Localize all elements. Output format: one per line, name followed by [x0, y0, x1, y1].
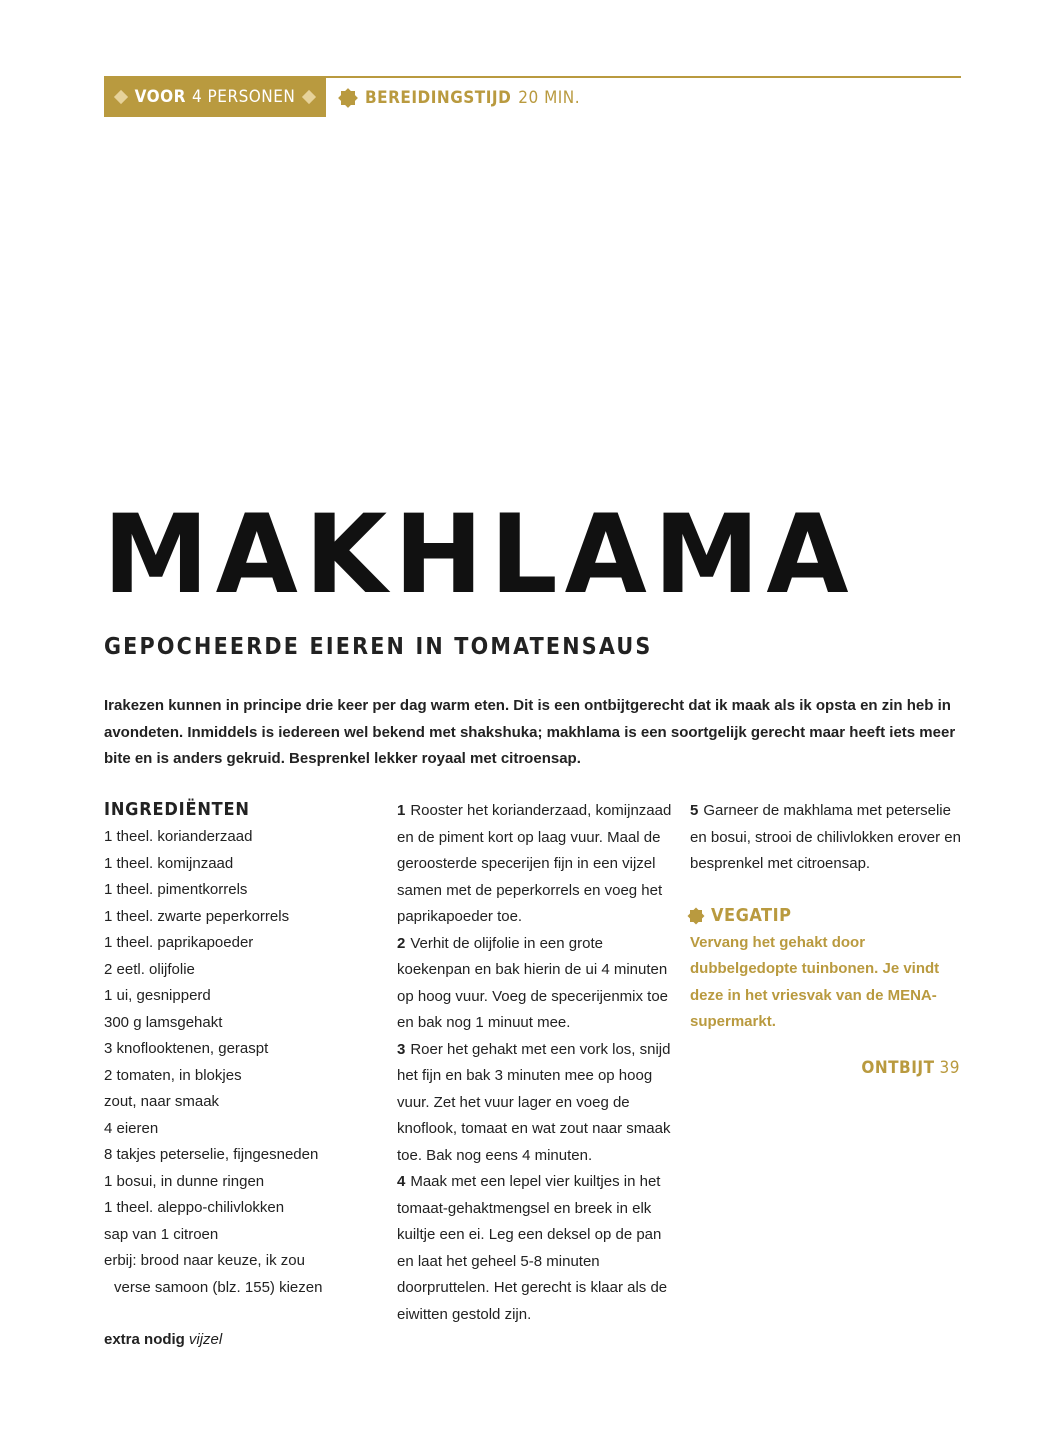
ingredient-item: 1 theel. zwarte peperkorrels: [104, 907, 290, 925]
step-text: Rooster het korianderzaad, komijnzaad en de piment kort op laag vuur. Maal de geroosterde specerijen fijn in een vijzel samen met de peperkorrels en voeg het paprikapoeder toe.: [397, 802, 672, 925]
vegatip-text: Vervang het gehakt door dubbelgedopte tuinbonen. Je vindt deze in het vriesvak van de MENA-supermarkt.: [690, 933, 940, 1030]
recipe-intro: Irakezen kunnen in principe drie keer per dag warm eten. Dit is een ontbijtgerecht dat ik maak als ik opsta en zin heb in avondeten. Inmiddels is iedereen wel bekend met shakshuka; makhlama is een soortgelijk gerecht maar heeft iets meer bite en is anders gekruid. Besprenkel lekker royaal met citroensap.: [104, 697, 956, 767]
servings-value: 4 PERSONEN: [191, 87, 296, 107]
ingredient-item: 1 theel. aleppo-chilivlokken: [104, 1199, 285, 1216]
ingredient-item: 300 g lamsgehakt: [104, 1013, 223, 1031]
ingredients-list: [104, 824, 374, 1301]
step-5: [690, 798, 965, 878]
vegatip-heading-label: VEGATIP: [711, 904, 792, 926]
ingredient-item: 8 takjes peterselie, fijngesneden: [104, 1146, 319, 1163]
step-4: [397, 1169, 677, 1328]
recipe-title: MAKHLAMA: [103, 490, 856, 618]
ingredient-item: 2 tomaten, in blokjes: [104, 1066, 242, 1084]
step-number: 3: [397, 1040, 406, 1058]
ingredients-column: [104, 796, 374, 1354]
step-text: Roer het gehakt met een vork los, snijd het fijn en bak 3 minuten mee op hoog vuur. Zet het vuur lager en voeg de knoflook, tomaat en wat zout naar smaak toe. Bak nog eens 4 minuten.: [397, 1040, 671, 1164]
diamond-ornament-icon: [114, 90, 128, 104]
vegatip-heading: [690, 902, 965, 930]
steps-column-1: [397, 798, 677, 1328]
extra-needed: [104, 1327, 374, 1354]
footer-section: ONTBIJT: [861, 1058, 935, 1078]
step-text: Verhit de olijfolie in een grote koekenpan en bak hierin de ui 4 minuten op hoog vuur. Voeg de specerijenmix toe en bak nog 1 minuut mee.: [397, 934, 669, 1031]
step-3: [397, 1037, 677, 1170]
step-text: Maak met een lepel vier kuiltjes in het tomaat-gehaktmengsel en breek in elk kuiltje een ei. Leg een deksel op de pan en laat het geheel 5-8 minuten doorpruttelen. Het gerecht is klaar als de eiwitten gestold zijn.: [397, 1173, 668, 1323]
servings-banner: [104, 77, 326, 117]
prep-time: [341, 86, 580, 110]
ingredient-item: 1 bosui, in dunne ringen: [104, 1172, 265, 1190]
ingredient-item: 1 theel. pimentkorrels: [104, 881, 248, 898]
diamond-ornament-icon: [302, 90, 316, 104]
ingredient-item: zout, naar smaak: [104, 1093, 220, 1110]
ingredients-heading: INGREDIËNTEN: [104, 799, 250, 820]
extra-label: extra nodig: [104, 1331, 185, 1348]
ingredient-item: sap van 1 citroen: [104, 1225, 219, 1243]
step-number: 2: [397, 934, 406, 952]
step-number: 5: [690, 802, 699, 819]
page-number: 39: [939, 1058, 960, 1078]
ingredient-item: 4 eieren: [104, 1119, 159, 1137]
servings-label: VOOR: [134, 87, 186, 107]
ingredient-item: 3 knoflooktenen, geraspt: [104, 1040, 269, 1057]
ingredient-item: 1 theel. korianderzaad: [104, 828, 253, 845]
step-1: [397, 798, 677, 931]
ingredient-item: erbij: brood naar keuze, ik zou: [104, 1252, 305, 1269]
page-footer: [861, 1058, 960, 1078]
extra-value: vijzel: [188, 1331, 223, 1348]
ingredient-item: 1 theel. paprikapoeder: [104, 934, 254, 951]
step-number: 1: [397, 802, 406, 819]
steps-column-2: [690, 798, 965, 1036]
step-2: [397, 931, 677, 1037]
prep-label: BEREIDINGSTIJD: [365, 88, 512, 108]
ingredient-item: 2 eetl. olijfolie: [104, 960, 195, 978]
prep-value: 20 MIN.: [518, 88, 581, 108]
ingredient-item: 1 theel. komijnzaad: [104, 854, 234, 872]
star-ornament-icon: [690, 910, 702, 922]
step-number: 4: [397, 1173, 406, 1190]
step-text: Garneer de makhlama met peterselie en bosui, strooi de chilivlokken erover en besprenkel met citroensap.: [690, 802, 961, 872]
star-ornament-icon: [341, 91, 355, 105]
ingredient-item: verse samoon (blz. 155) kiezen: [114, 1278, 323, 1296]
recipe-subtitle: GEPOCHEERDE EIEREN IN TOMATENSAUS: [104, 634, 653, 660]
ingredient-item: 1 ui, gesnipperd: [104, 987, 211, 1004]
